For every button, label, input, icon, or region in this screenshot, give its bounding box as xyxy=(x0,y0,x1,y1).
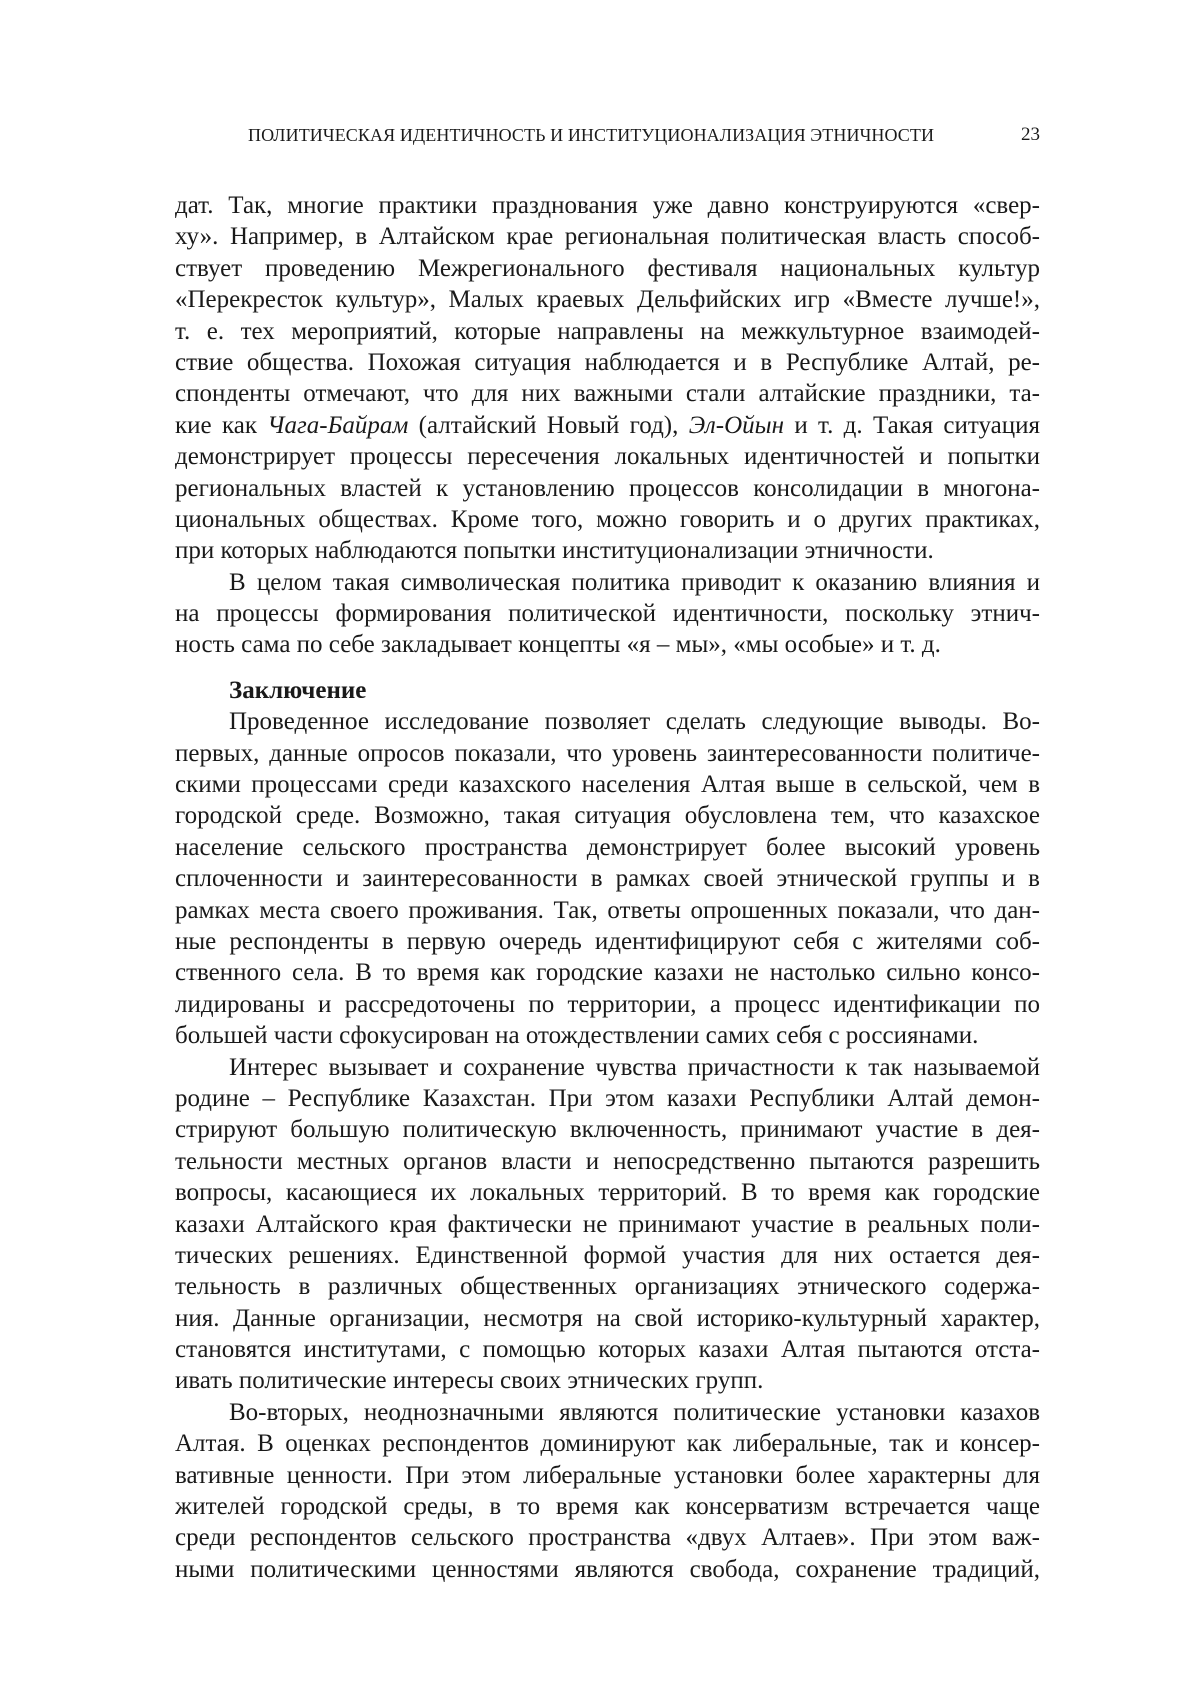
text-line: ху». Например, в Алтайском крае региональная политическая власть способ- xyxy=(175,223,1040,251)
text-line: демонстрирует процессы пересечения локальных идентичностей и попытки xyxy=(175,443,1040,471)
text-line: лидированы и рассредоточены по территории, а процесс идентификации по xyxy=(175,990,1040,1018)
text-fragment: кие как xyxy=(175,411,268,439)
italic-term: Эл-Ойын xyxy=(688,411,784,439)
text-line: спонденты отмечают, что для них важными стали алтайские праздники, та- xyxy=(175,380,1040,408)
running-title: ПОЛИТИЧЕСКАЯ ИДЕНТИЧНОСТЬ И ИНСТИТУЦИОНАЛИЗАЦИЯ ЭТНИЧНОСТИ xyxy=(248,125,935,145)
text-line: ные респонденты в первую очередь идентифицируют себя с жителями соб- xyxy=(175,927,1040,955)
text-line: рамках места своего проживания. Так, ответы опрошенных показали, что дан- xyxy=(175,896,1040,924)
text-line: городской среде. Возможно, такая ситуация обусловлена тем, что казахское xyxy=(175,802,1040,830)
text-line: вопросы, касающиеся их локальных территорий. В то время как городские xyxy=(175,1179,1040,1207)
text-line: В целом такая символическая политика приводит к оказанию влияния и xyxy=(229,568,1040,596)
text-line: тических решениях. Единственной формой участия для них остается дея- xyxy=(175,1241,1040,1269)
text-line: циональных обществах. Кроме того, можно говорить и о других практиках, xyxy=(175,505,1040,533)
text-line: ность сама по себе закладывает концепты «я – мы», «мы особые» и т. д. xyxy=(175,631,941,659)
text-line: большей части сфокусирован на отождествлении самих себя с россиянами. xyxy=(175,1022,979,1050)
text-line: на процессы формирования политической идентичности, поскольку этнич- xyxy=(175,600,1040,628)
text-line: ния. Данные организации, несмотря на свой историко-культурный характер, xyxy=(175,1304,1040,1332)
text-line: тельность в различных общественных организациях этнического содержа- xyxy=(175,1273,1040,1301)
text-line: скими процессами среди казахского населения Алтая выше в сельской, чем в xyxy=(175,771,1040,799)
text-line: Во-вторых, неоднозначными являются политические установки казахов xyxy=(229,1398,1040,1426)
text-line: т. е. тех мероприятий, которые направлены на межкультурное взаимодей- xyxy=(175,317,1040,345)
paragraph xyxy=(175,706,1040,1051)
section-heading: Заключение xyxy=(229,676,367,704)
paragraph xyxy=(175,190,1040,567)
text-line: стрируют большую политическую включенность, принимают участие в дея- xyxy=(175,1116,1040,1144)
text-line: жителей городской среды, в то время как консерватизм встречается чаще xyxy=(175,1493,1040,1521)
running-head xyxy=(175,122,1040,148)
text-line: вативные ценности. При этом либеральные установки более характерны для xyxy=(175,1461,1040,1489)
text-line: ствие общества. Похожая ситуация наблюдается и в Республике Алтай, ре- xyxy=(175,348,1040,376)
text-line: тельности местных органов власти и непосредственно пытаются разрешить xyxy=(175,1147,1040,1175)
text-line: население сельского пространства демонстрирует более высокий уровень xyxy=(175,833,1040,861)
text-line: казахи Алтайского края фактически не принимают участие в реальных поли- xyxy=(175,1210,1040,1238)
body-text xyxy=(175,190,1040,1585)
text-line: ными политическими ценностями являются свобода, сохранение традиций, xyxy=(175,1555,1040,1583)
text-line: «Перекресток культур», Малых краевых Дельфийских игр «Вместе лучше!», xyxy=(175,286,1040,314)
text-line: Проведенное исследование позволяет сделать следующие выводы. Во- xyxy=(229,708,1040,736)
text-line: дат. Так, многие практики празднования уже давно конструируются «свер- xyxy=(175,192,1040,219)
text-fragment: (алтайский Новый год), xyxy=(408,411,689,439)
paragraph xyxy=(175,1397,1040,1585)
paragraph xyxy=(175,1052,1040,1397)
text-line: Алтая. В оценках респондентов доминируют как либеральные, так и консер- xyxy=(175,1430,1040,1458)
text-line: среди респондентов сельского пространства «двух Алтаев». При этом важ- xyxy=(175,1524,1040,1552)
text-line: родине – Республике Казахстан. При этом казахи Республики Алтай демон- xyxy=(175,1084,1040,1112)
text-line: ствует проведению Межрегионального фестиваля национальных культур xyxy=(175,254,1040,282)
paragraph xyxy=(175,567,1040,661)
page-number: 23 xyxy=(1021,124,1040,145)
text-line: Интерес вызывает и сохранение чувства причастности к так называемой xyxy=(229,1053,1040,1081)
text-line: региональных властей к установлению процессов консолидации в многона- xyxy=(175,474,1040,502)
italic-term: Чага-Байрам xyxy=(267,411,409,439)
text-line: первых, данные опросов показали, что уровень заинтересованности политиче- xyxy=(175,739,1040,767)
text-fragment: и т. д. Такая ситуация xyxy=(784,411,1040,439)
text-line: ственного села. В то время как городские казахи не настолько сильно консо- xyxy=(175,959,1040,987)
text-line: ивать политические интересы своих этнических групп. xyxy=(175,1367,764,1395)
text-line: становятся институтами, с помощью которых казахи Алтая пытаются отста- xyxy=(175,1336,1040,1364)
text-line: при которых наблюдаются попытки институционализации этничности. xyxy=(175,537,934,565)
text-line: сплоченности и заинтересованности в рамках своей этнической группы и в xyxy=(175,865,1040,893)
text-line-with-italics xyxy=(175,410,1040,441)
